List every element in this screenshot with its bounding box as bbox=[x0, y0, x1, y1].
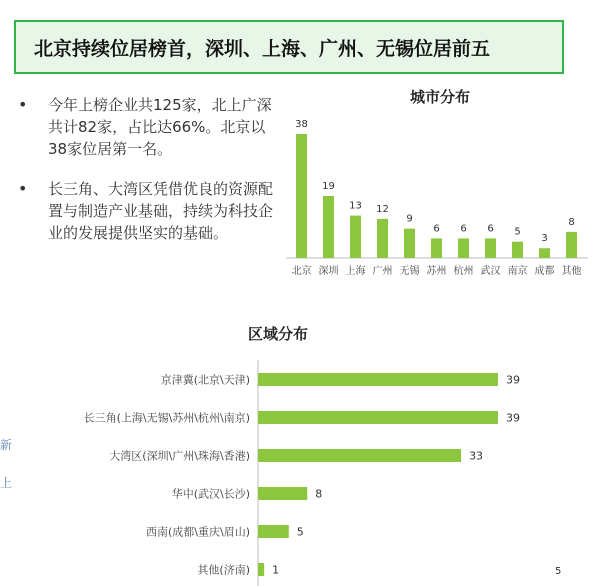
data-label: 19 bbox=[322, 181, 335, 192]
data-label: 9 bbox=[406, 213, 413, 225]
bar bbox=[258, 487, 307, 500]
data-label: 12 bbox=[376, 203, 389, 215]
tick-label: 广州 bbox=[372, 266, 393, 277]
tick-label: 无锡 bbox=[399, 266, 420, 277]
tick-label: 成都 bbox=[534, 266, 555, 277]
tick-label: 上海 bbox=[345, 266, 366, 277]
tick-label: 其他(济南) bbox=[197, 563, 250, 577]
data-label: 1 bbox=[272, 563, 280, 577]
region-chart-title: 区域分布 bbox=[248, 325, 309, 343]
tick-label: 武汉 bbox=[480, 266, 501, 277]
side-mark: 上 bbox=[0, 476, 13, 490]
bar bbox=[258, 373, 498, 386]
bullet-dot: • bbox=[18, 179, 28, 198]
tick-label: 深圳 bbox=[318, 266, 339, 277]
tick-label: 北京 bbox=[291, 266, 312, 277]
bullet-text: 今年上榜企业共125家，北上广深共计82家，占比达66%。北京以38家位居第一名。 bbox=[48, 96, 272, 158]
data-label: 6 bbox=[433, 223, 440, 235]
data-label: 33 bbox=[469, 449, 484, 463]
page-number: 5 bbox=[555, 566, 562, 577]
tick-label: 南京 bbox=[507, 266, 528, 277]
tick-label: 长三角(上海\无锡\苏州\杭州\南京) bbox=[83, 411, 250, 425]
bar bbox=[258, 411, 498, 424]
tick-label: 大湾区(深圳\广州\珠海\香港) bbox=[109, 449, 250, 463]
data-label: 8 bbox=[315, 487, 323, 501]
page-title: 北京持续位居榜首，深圳、上海、广州、无锡位居前五 bbox=[34, 38, 491, 60]
data-label: 6 bbox=[487, 223, 494, 235]
bullet-text: 长三角、大湾区凭借优良的资源配置与制造产业基础，持续为科技企业的发展提供坚实的基础。 bbox=[48, 180, 274, 242]
data-label: 3 bbox=[541, 233, 548, 245]
data-label: 5 bbox=[514, 226, 521, 238]
city-chart-title: 城市分布 bbox=[410, 88, 471, 106]
tick-label: 杭州 bbox=[453, 266, 474, 277]
tick-label: 京津冀(北京\天津) bbox=[160, 373, 250, 387]
tick-label: 西南(成都\重庆\眉山) bbox=[146, 525, 250, 539]
data-label: 6 bbox=[460, 223, 467, 235]
tick-label: 苏州 bbox=[426, 266, 447, 277]
bar bbox=[258, 449, 461, 462]
data-label: 13 bbox=[349, 200, 362, 212]
bar bbox=[258, 563, 264, 576]
data-label: 38 bbox=[295, 119, 308, 130]
side-mark: 新 bbox=[0, 438, 13, 452]
data-label: 39 bbox=[506, 373, 520, 387]
bar bbox=[258, 525, 289, 538]
data-label: 39 bbox=[506, 411, 520, 425]
bullet-dot: • bbox=[18, 95, 28, 114]
data-label: 8 bbox=[568, 216, 575, 228]
tick-label: 华中(武汉\长沙) bbox=[171, 487, 250, 501]
data-label: 5 bbox=[296, 525, 304, 539]
tick-label: 其他 bbox=[561, 266, 582, 277]
